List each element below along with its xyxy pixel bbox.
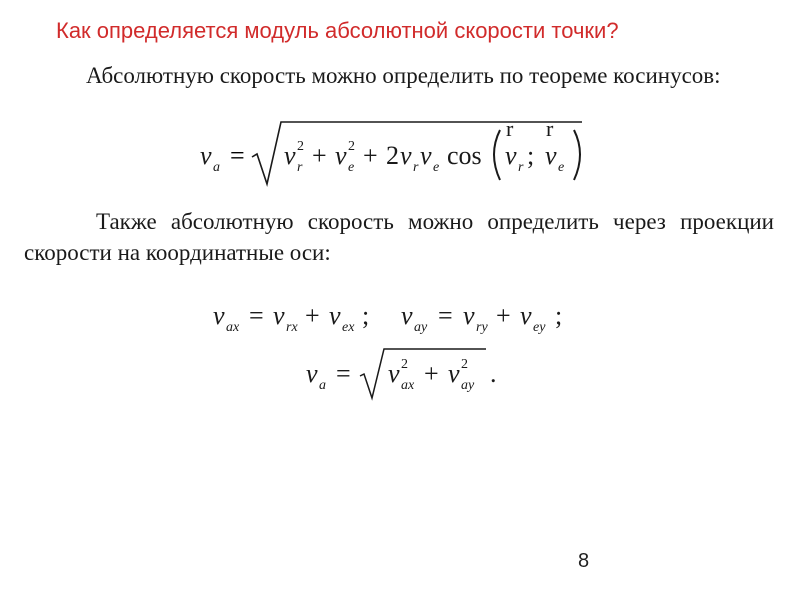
subscript-r: r — [518, 160, 524, 175]
symbol-v: v — [284, 141, 296, 170]
symbol-v: v — [329, 301, 341, 330]
symbol-v: v — [213, 301, 225, 330]
symbol-v: v — [200, 141, 212, 170]
subscript-r: r — [297, 160, 303, 175]
symbol-v: v — [463, 301, 475, 330]
period: . — [490, 359, 497, 388]
right-parenthesis — [574, 130, 580, 180]
symbol-v: v — [388, 359, 400, 388]
subscript-rx: rx — [286, 320, 298, 335]
formula-magnitude — [298, 342, 518, 402]
plus-sign: + — [305, 301, 320, 330]
formula-cosine-theorem — [190, 114, 600, 194]
equals-sign: = — [249, 301, 264, 330]
equals-sign: = — [438, 301, 453, 330]
symbol-v: v — [505, 141, 517, 170]
symbol-v: v — [401, 301, 413, 330]
subscript-ey: ey — [533, 320, 546, 335]
equals-sign: = — [230, 141, 245, 170]
semicolon: ; — [555, 301, 563, 330]
equals-sign: = — [336, 359, 351, 388]
subscript-ay: ay — [414, 320, 428, 335]
symbol-v: v — [335, 141, 347, 170]
semicolon: ; — [527, 141, 535, 170]
subscript-a: a — [213, 160, 220, 175]
symbol-v: v — [448, 359, 460, 388]
subscript-ax: ax — [401, 378, 415, 393]
symbol-v: v — [545, 141, 557, 170]
symbol-v: v — [273, 301, 285, 330]
plus-sign: + — [424, 359, 439, 388]
paragraph-cosine-theorem: Абсолютную скорость можно определить по теореме косинусов: — [86, 63, 721, 88]
subscript-ay: ay — [461, 378, 475, 393]
paragraph-projections: Также абсолютную скорость можно определить через проекции скорости на координатные оси: — [24, 209, 774, 265]
superscript-2: 2 — [348, 139, 355, 154]
superscript-2: 2 — [401, 357, 408, 372]
page-number: 8 — [578, 550, 590, 572]
plus-sign: + — [312, 141, 327, 170]
subscript-ex: ex — [342, 320, 355, 335]
symbol-v: v — [306, 359, 318, 388]
symbol-v: v — [520, 301, 532, 330]
superscript-2: 2 — [461, 357, 468, 372]
subscript-ax: ax — [226, 320, 240, 335]
subscript-r: r — [413, 160, 419, 175]
superscript-2: 2 — [297, 139, 304, 154]
plus-sign: + — [496, 301, 511, 330]
coefficient-2: 2 — [386, 141, 399, 170]
symbol-v: v — [400, 141, 412, 170]
subscript-a: a — [319, 378, 326, 393]
cos-function: cos — [447, 141, 482, 170]
vector-mark: r — [546, 116, 554, 141]
left-parenthesis — [494, 130, 500, 180]
slide-title: Как определяется модуль абсолютной скорости точки? — [56, 18, 619, 43]
symbol-v: v — [420, 141, 432, 170]
formula-projections — [205, 292, 605, 342]
vector-mark: r — [506, 116, 514, 141]
plus-sign: + — [363, 141, 378, 170]
subscript-e: e — [558, 160, 565, 175]
semicolon: ; — [362, 301, 370, 330]
subscript-ry: ry — [476, 320, 488, 335]
subscript-e: e — [348, 160, 355, 175]
subscript-e: e — [433, 160, 440, 175]
